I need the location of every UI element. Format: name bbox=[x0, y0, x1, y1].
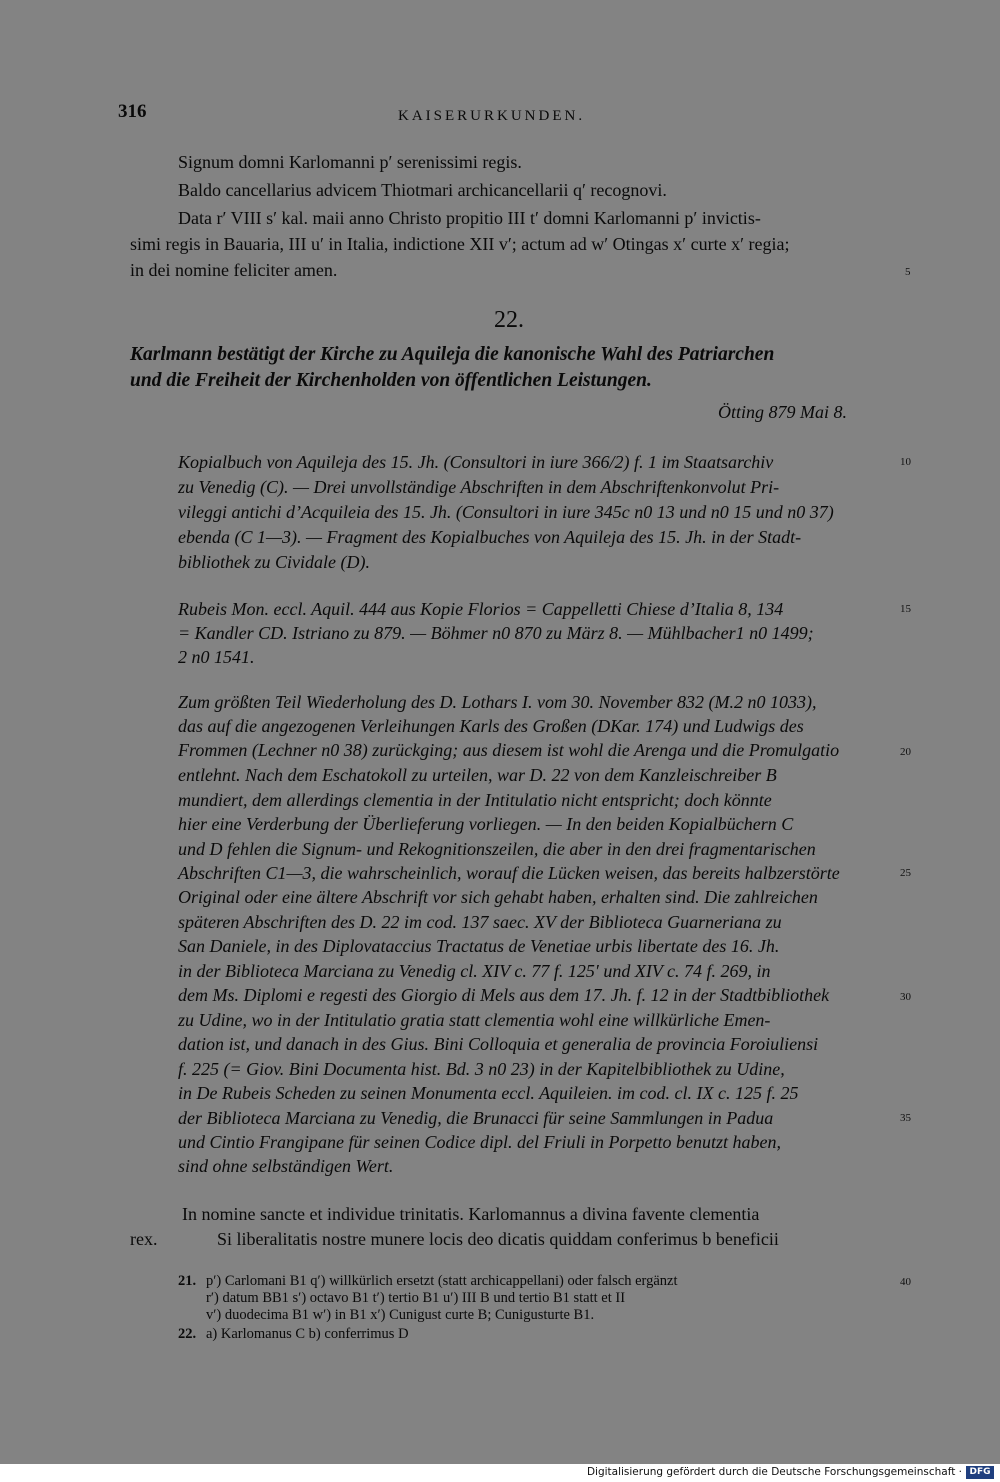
charter21-line2: Baldo cancellarius advicem Thiotmari archicancellarii q′ recognovi. bbox=[178, 180, 667, 200]
line-number: 40 bbox=[900, 1276, 911, 1288]
footnote-label-22: 22. bbox=[178, 1326, 197, 1342]
charter22-line1: In nomine sancte et individue trinitatis. Karlomannus a divina favente clementia bbox=[182, 1204, 760, 1224]
charter21-line5: in dei nomine feliciter amen. bbox=[130, 260, 338, 280]
commentary-line: entlehnt. Nach dem Eschatokoll zu urteilen, war D. 22 von dem Kanzleischreiber B bbox=[178, 765, 777, 785]
line-number: 15 bbox=[900, 603, 911, 615]
commentary-line: in De Rubeis Scheden zu seinen Monumenta eccl. Aquileien. im cod. cl. IX c. 125 f. 25 bbox=[178, 1083, 799, 1103]
footer-credit: Digitalisierung gefördert durch die Deutsche Forschungsgemeinschaft · bbox=[586, 1466, 962, 1478]
tradition-line: bibliothek zu Cividale (D). bbox=[178, 552, 370, 572]
footnote-22-row1: a) Karlomanus C b) conferrimus D bbox=[206, 1326, 409, 1342]
charter22-line2: Si liberalitatis nostre munere locis deo dicatis quiddam conferimus b beneficii bbox=[217, 1229, 779, 1249]
line-number: 20 bbox=[900, 746, 911, 758]
line-number: 10 bbox=[900, 456, 911, 468]
commentary-line: zu Udine, wo in der Intitulatio gratia statt clementia wohl eine willkürliche Emen- bbox=[178, 1010, 771, 1030]
commentary-line: in der Biblioteca Marciana zu Venedig cl. XIV c. 77 f. 125′ und XIV c. 74 f. 269, in bbox=[178, 961, 771, 981]
commentary-line: Zum größten Teil Wiederholung des D. Lothars I. vom 30. November 832 (M.2 n0 1033), bbox=[178, 692, 817, 712]
editions-line: 2 n0 1541. bbox=[178, 647, 255, 667]
editions-line: Rubeis Mon. eccl. Aquil. 444 aus Kopie Florios = Cappelletti Chiese d’Italia 8, 134 bbox=[178, 599, 784, 619]
date-place: Ötting 879 Mai 8. bbox=[718, 402, 847, 422]
commentary-line: der Biblioteca Marciana zu Venedig, die Brunacci für seine Sammlungen in Padua bbox=[178, 1108, 774, 1128]
commentary-line: Abschriften C1—3, die wahrscheinlich, worauf die Lücken weisen, das bereits halbzerstörte bbox=[178, 863, 840, 883]
tradition-line: Kopialbuch von Aquileja des 15. Jh. (Consultori in iure 366/2) f. 1 im Staatsarchiv bbox=[178, 452, 774, 472]
charter21-line1: Signum domni Karlomanni p′ serenissimi regis. bbox=[178, 152, 522, 172]
commentary-line: das auf die angezogenen Verleihungen Karls des Großen (DKar. 174) und Ludwigs des bbox=[178, 716, 804, 736]
commentary-line: späteren Abschriften des D. 22 im cod. 137 saec. XV der Biblioteca Guarneriana zu bbox=[178, 912, 782, 932]
commentary-line: dem Ms. Diplomi e regesti des Giorgio di Mels aus dem 17. Jh. f. 12 in der Stadtbibliothek bbox=[178, 985, 830, 1005]
line-number: 25 bbox=[900, 867, 911, 879]
commentary-line: und D fehlen die Signum- und Rekognitionszeilen, die aber in den drei fragmentarischen bbox=[178, 839, 816, 859]
line-number: 35 bbox=[900, 1112, 911, 1124]
tradition-line: zu Venedig (C). — Drei unvollständige Abschriften in dem Abschriftenkonvolut Pri- bbox=[178, 477, 780, 497]
footnote-label-21: 21. bbox=[178, 1273, 197, 1289]
commentary-line: und Cintio Frangipane für seinen Codice dipl. del Friuli in Porpetto benutzt haben, bbox=[178, 1132, 781, 1152]
footnote-21-row3: v′) duodecima B1 w′) in B1 x′) Cunigust curte B; Cunigusturte B1. bbox=[206, 1307, 595, 1323]
page-number: 316 bbox=[118, 101, 147, 122]
commentary-line: f. 225 (= Giov. Bini Documenta hist. Bd. 3 n0 23) in der Kapitelbibliothek zu Udine, bbox=[178, 1059, 785, 1079]
tradition-line: vileggi antichi d’Acquileia des 15. Jh. (Consultori in iure 345c n0 13 und n0 15 und n0 37) bbox=[178, 502, 834, 522]
commentary-line: mundiert, dem allerdings clementia in der Intitulatio nicht entspricht; doch könnte bbox=[178, 790, 772, 810]
tradition-line: ebenda (C 1—3). — Fragment des Kopialbuches von Aquileja des 15. Jh. in der Stadt- bbox=[178, 527, 802, 547]
running-title: KAISERURKUNDEN. bbox=[398, 108, 586, 124]
editions-line: = Kandler CD. Istriano zu 879. — Böhmer n0 870 zu März 8. — Mühlbacher1 n0 1499; bbox=[178, 623, 814, 643]
regest-title-line2: und die Freiheit der Kirchenholden von öffentlichen Leistungen. bbox=[130, 370, 652, 391]
margin-note: rex. bbox=[130, 1229, 158, 1249]
commentary-line: sind ohne selbständigen Wert. bbox=[178, 1156, 394, 1176]
line-number: 5 bbox=[905, 266, 911, 278]
footnote-21-row1: p′) Carlomani B1 q′) willkürlich ersetzt (statt archicappellani) oder falsch ergänzt bbox=[206, 1273, 678, 1289]
dfg-logo: DFG bbox=[966, 1466, 994, 1479]
footnote-21-row2: r′) datum BB1 s′) octavo B1 t′) tertio B1 u′) III B und tertio B1 statt et II bbox=[206, 1290, 626, 1306]
regest-title-line1: Karlmann bestätigt der Kirche zu Aquileja die kanonische Wahl des Patriarchen bbox=[130, 344, 775, 365]
charter21-line3: Data r′ VIII s′ kal. maii anno Christo propitio III t′ domni Karlomanni p′ invictis- bbox=[178, 208, 761, 228]
commentary-line: Original oder eine ältere Abschrift vor sich gehabt haben, erhalten sind. Die zahlreichen bbox=[178, 887, 818, 907]
commentary-line: Frommen (Lechner n0 38) zurückging; aus diesem ist wohl die Arenga und die Promulgatio bbox=[178, 740, 840, 760]
document-number: 22. bbox=[494, 307, 524, 333]
commentary-line: San Daniele, in des Diplovataccius Tractatus de Venetiae urbis libertate des 16. Jh. bbox=[178, 936, 780, 956]
line-number: 30 bbox=[900, 991, 911, 1003]
commentary-line: dation ist, und danach in des Gius. Bini Colloquia et generalia de provincia Foroiuliensi bbox=[178, 1034, 819, 1054]
charter21-line4: simi regis in Bauaria, III u′ in Italia, indictione XII v′; actum ad w′ Otingas x′ curte x′ regia; bbox=[130, 234, 790, 254]
commentary-line: hier eine Verderbung der Überlieferung vorliegen. — In den beiden Kopialbüchern C bbox=[178, 814, 794, 834]
